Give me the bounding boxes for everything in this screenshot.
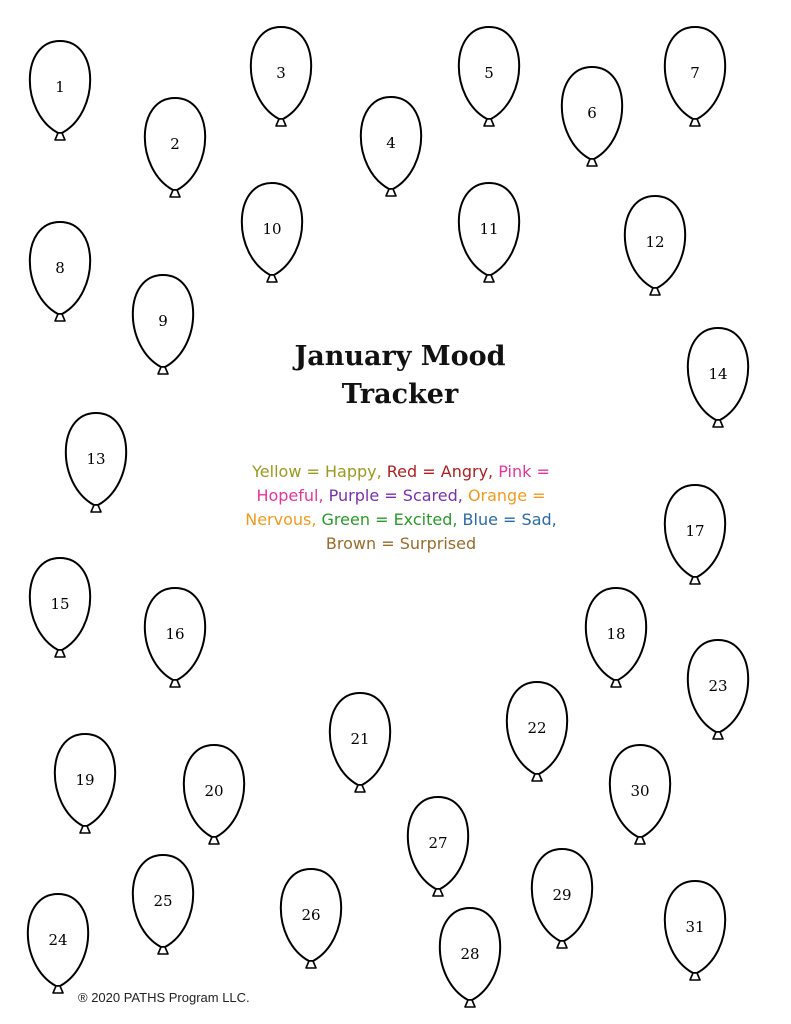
balloon-knot	[267, 275, 277, 282]
balloon-knot	[170, 190, 180, 197]
balloon	[688, 640, 748, 739]
balloon-knot	[53, 986, 63, 993]
balloon	[30, 41, 90, 140]
legend-separator: ,	[311, 510, 322, 529]
balloon-number: 17	[685, 522, 705, 540]
balloon-knot	[55, 650, 65, 657]
balloon-number: 25	[153, 892, 173, 910]
balloon-number: 2	[170, 135, 180, 153]
title-line-2: Tracker	[341, 379, 459, 410]
balloon	[30, 222, 90, 321]
balloon-number: 23	[708, 677, 728, 695]
legend-separator: ,	[376, 462, 387, 481]
balloon	[66, 413, 126, 512]
balloon-number: 1	[55, 78, 65, 96]
balloon	[361, 97, 421, 196]
legend-entry: Yellow = Happy	[252, 462, 377, 481]
balloon	[145, 98, 205, 197]
balloon-knot	[80, 826, 90, 833]
balloon-knot	[433, 889, 443, 896]
balloon-knot	[484, 275, 494, 282]
balloon-number: 20	[204, 782, 224, 800]
balloon-number: 12	[645, 233, 665, 251]
legend-entry: Red = Angry	[386, 462, 489, 481]
legend-entry: Purple = Scared	[328, 486, 458, 505]
balloon-knot	[650, 288, 660, 295]
balloon-knot	[170, 680, 180, 687]
balloon-number: 19	[75, 771, 95, 789]
balloon-number: 9	[158, 312, 168, 330]
page-title	[240, 338, 560, 414]
balloon-knot	[690, 577, 700, 584]
balloon	[625, 196, 685, 295]
balloon-number: 18	[606, 625, 626, 643]
balloon	[133, 855, 193, 954]
balloon-knot	[465, 1000, 475, 1007]
legend-entry: Pink = Hopeful	[256, 462, 550, 505]
legend-separator: ,	[318, 486, 329, 505]
balloon	[440, 908, 500, 1007]
balloon	[330, 693, 390, 792]
balloon	[145, 588, 205, 687]
balloon-knot	[635, 837, 645, 844]
balloon-number: 6	[587, 104, 597, 122]
balloon-number: 16	[165, 625, 185, 643]
balloon	[30, 558, 90, 657]
balloon	[133, 275, 193, 374]
balloon	[242, 183, 302, 282]
balloon-number: 8	[55, 259, 65, 277]
balloon	[281, 869, 341, 968]
balloon-number: 26	[301, 906, 321, 924]
balloon-number: 14	[708, 365, 728, 383]
legend-separator: ,	[452, 510, 463, 529]
balloon-knot	[55, 133, 65, 140]
legend-separator: ,	[551, 510, 557, 529]
balloon-knot	[557, 941, 567, 948]
balloon	[408, 797, 468, 896]
balloon	[532, 849, 592, 948]
balloon	[688, 328, 748, 427]
balloon	[28, 894, 88, 993]
balloon	[665, 485, 725, 584]
balloon-number: 22	[527, 719, 547, 737]
legend-separator: ,	[488, 462, 499, 481]
balloon-knot	[355, 785, 365, 792]
balloon-number: 3	[276, 64, 286, 82]
legend-entry: Orange = Nervous	[245, 486, 546, 529]
balloon-knot	[713, 420, 723, 427]
balloon	[586, 588, 646, 687]
legend-separator: ,	[457, 486, 468, 505]
balloon-knot	[690, 973, 700, 980]
balloon	[459, 27, 519, 126]
balloon	[562, 67, 622, 166]
balloon-number: 21	[350, 730, 370, 748]
balloon-number: 13	[86, 450, 106, 468]
balloon-knot	[713, 732, 723, 739]
balloon-knot	[91, 505, 101, 512]
balloon-knot	[276, 119, 286, 126]
legend-entry: Brown = Surprised	[325, 534, 477, 553]
copyright-notice: ® 2020 PATHS Program LLC.	[78, 990, 250, 1005]
balloon-knot	[587, 159, 597, 166]
balloon	[610, 745, 670, 844]
balloon-knot	[209, 837, 219, 844]
legend-entry: Green = Excited	[321, 510, 453, 529]
balloon	[55, 734, 115, 833]
balloon-number: 15	[50, 595, 70, 613]
mood-color-legend	[236, 460, 566, 556]
title-line-1: January Mood	[294, 341, 506, 372]
balloon-number: 10	[262, 220, 282, 238]
balloon-knot	[611, 680, 621, 687]
balloon-knot	[158, 947, 168, 954]
balloon	[184, 745, 244, 844]
balloon-number: 29	[552, 886, 572, 904]
balloon-knot	[306, 961, 316, 968]
balloon-knot	[484, 119, 494, 126]
balloon-number: 11	[479, 220, 499, 238]
balloon-number: 27	[428, 834, 448, 852]
balloon-number: 5	[484, 64, 494, 82]
balloon-number: 7	[690, 64, 700, 82]
balloon-number: 31	[685, 918, 705, 936]
legend-entry: Blue = Sad	[462, 510, 552, 529]
balloon-knot	[158, 367, 168, 374]
balloon-knot	[55, 314, 65, 321]
balloon-number: 4	[386, 134, 396, 152]
balloon-knot	[386, 189, 396, 196]
balloon	[665, 27, 725, 126]
balloon-number: 24	[48, 931, 68, 949]
balloon-knot	[532, 774, 542, 781]
balloon-number: 28	[460, 945, 480, 963]
balloon	[251, 27, 311, 126]
balloon	[459, 183, 519, 282]
balloon	[665, 881, 725, 980]
balloon	[507, 682, 567, 781]
balloon-knot	[690, 119, 700, 126]
balloon-number: 30	[630, 782, 650, 800]
